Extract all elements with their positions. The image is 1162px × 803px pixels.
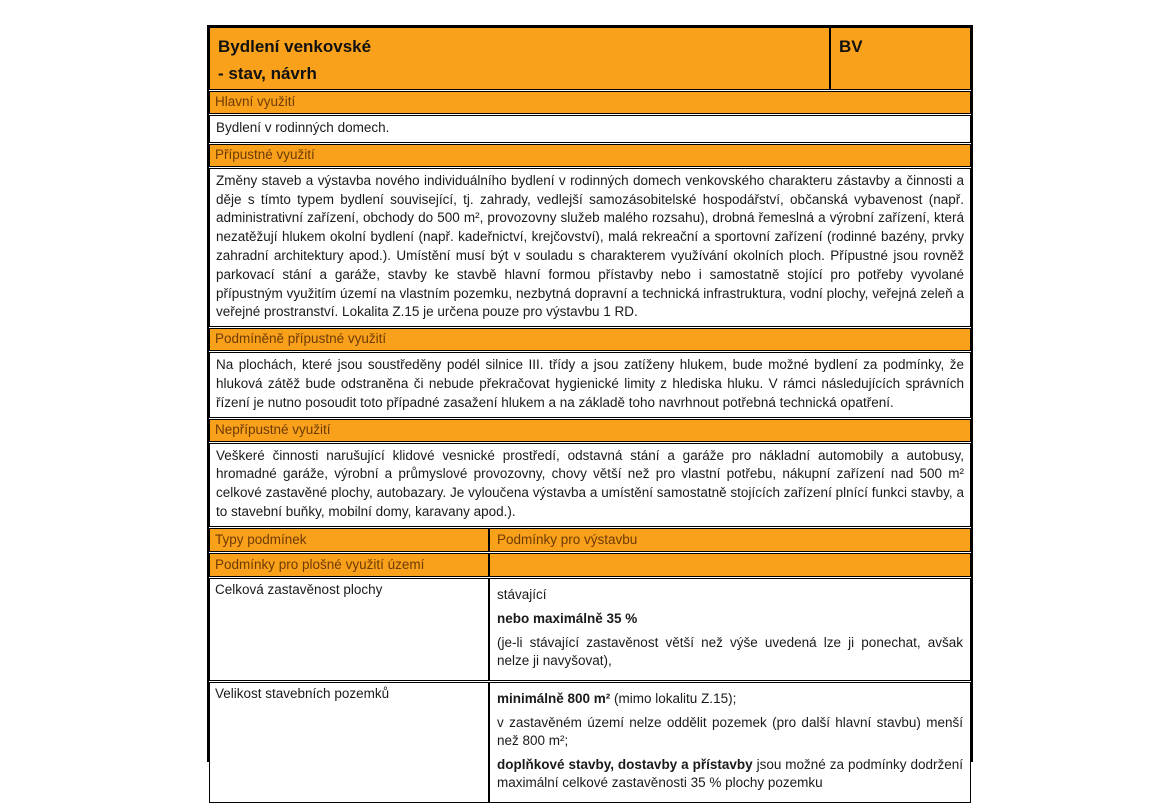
conditions-subheader-empty-cell [490,554,970,576]
page-title [210,28,829,89]
condition-value-zastavenost [490,579,970,680]
section-header-pripustne-vyuziti: Přípustné využití [209,144,971,167]
condition-value-velikost-pozemku [490,683,970,802]
title-line-1: Bydlení venkovské [218,37,372,56]
zone-code: BV [829,28,970,89]
condition-paragraph: nebo maximálně 35 % [497,610,638,626]
title-row [209,27,971,90]
conditions-col2-header: Podmínky pro výstavbu [497,531,638,547]
conditions-subheader: Podmínky pro plošné využití území [210,554,490,576]
zoning-document-table [207,25,973,790]
section-body-hlavni-vyuziti: Bydlení v rodinných domech. [209,115,971,143]
condition-label-velikost-pozemku: Velikost stavebních pozemků [210,683,490,802]
condition-paragraph: stávající [497,586,547,602]
condition-label-zastavenost: Celková zastavěnost plochy [210,579,490,680]
title-line-2: - stav, návrh [218,64,317,83]
condition-row-zastavenost [209,578,971,681]
section-body-pripustne-vyuziti: Změny staveb a výstavba nového individuálního bydlení v rodinných domech venkovského charakteru zástavby a činnosti a děje s tímto typem bydlení související, tj. zahrady, vedlejší samozásobitelské hospodářství, občanská vybavenost (např. administrativní zařízení, obchody do 500 m², provozovny služeb malého rozsahu), drobná řemeslná a výrobní zařízení, která nezatěžují hlukem okolní bydlení (např. kadeřnictví, krejčovství), malá rekreační a sportovní zařízení (rodinné bazény, prvky zahradní architektury apod.). Umístění musí být v souladu s charakterem využívání okolních ploch. Přípustné jsou rovněž parkovací stání a garáže, stavby ke stavbě hlavní formou přístavby nebo i samostatně stojící pro potřeby vyvolané přípustným využitím území na vlastním pozemku, nezbytná dopravní a technická infrastruktura, vodní plochy, veřejná zeleň a veřejné prostranství. Lokalita Z.15 je určena pouze pro výstavbu 1 RD. [209,168,971,327]
conditions-col1-header: Typy podmínek [210,529,490,551]
section-body-nepripustne-vyuziti: Veškeré činnosti narušující klidové vesnické prostředí, odstavná stání a garáže pro nákladní automobily a autobusy, hromadné garáže, výrobní a průmyslové provozovny, chovy větší než pro vlastní potřebu, nákupní zařízení nad 500 m² celkové zastavěné plochy, autobazary. Je vyloučena výstavba a umístění samostatně stojících zařízení plnící funkci stavby, a to stavební buňky, mobilní domy, karavany apod.). [209,443,971,527]
condition-paragraph: (je-li stávající zastavěnost větší než výše uvedená lze ji ponechat, avšak nelze ji navyšovat), [497,634,963,668]
section-header-hlavni-vyuziti: Hlavní využití [209,91,971,114]
section-body-podminene-pripustne-vyuziti: Na plochách, které jsou soustředěny podél silnice III. třídy a jsou zatíženy hlukem, bude možné bydlení za podmínky, že hluková zátěž bude odstraněna či nebude překračovat hygienické limity z hlediska hluku. V rámci následujících správních řízení je nutno posoudit toto případné zasažení hlukem a na základě toho navrhnout potřebná technická opatření. [209,352,971,417]
condition-paragraph: v zastavěném území nelze oddělit pozemek (pro další hlavní stavbu) menší než 800 m²; [497,714,963,748]
condition-paragraph: minimálně 800 m² (mimo lokalitu Z.15); [497,690,737,706]
condition-row-velikost-pozemku [209,682,971,803]
condition-paragraph: doplňkové stavby, dostavby a přístavby jsou možné za podmínky dodržení maximální celkové zastavěnosti 35 % plochy pozemku [497,756,963,790]
conditions-header-row [209,528,971,552]
section-header-nepripustne-vyuziti: Nepřípustné využití [209,419,971,442]
section-header-podminene-pripustne-vyuziti: Podmíněně přípustné využití [209,328,971,351]
conditions-subheader-row [209,553,971,577]
